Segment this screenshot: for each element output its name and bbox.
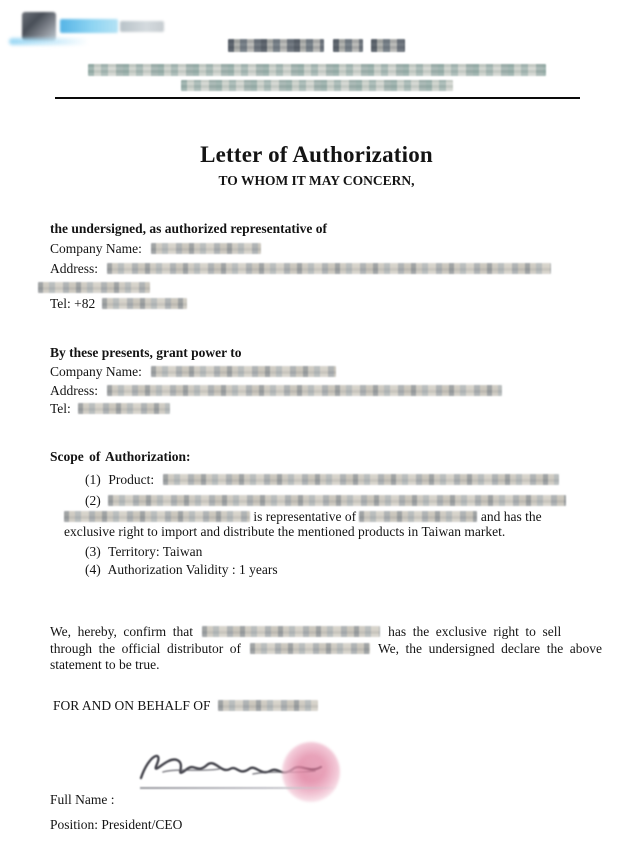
grantor-company-redacted	[151, 243, 261, 254]
grantor-address-line1	[50, 261, 551, 278]
logo-emblem-icon	[22, 12, 56, 41]
scope-item-4-marker: (4)	[85, 562, 101, 577]
scope-item-2-redacted-3	[359, 511, 477, 522]
salutation: TO WHOM IT MAY CONCERN,	[218, 173, 415, 188]
grantor-address-redacted-2	[38, 282, 150, 293]
confirmation-line1	[50, 624, 561, 641]
letterhead-company-name-redacted	[0, 39, 633, 56]
scope-item-3-text: Territory: Taiwan	[108, 544, 203, 559]
signature-underline	[140, 787, 338, 789]
confirmation-line3: statement to be true.	[50, 657, 160, 672]
confirmation-line1-post: has the exclusive right to sell	[388, 624, 562, 639]
logo-wordmark-redacted	[60, 19, 118, 33]
grantee-address-line	[50, 383, 502, 400]
scope-item-2-redacted-2	[64, 511, 250, 522]
grantor-intro: the undersigned, as authorized representative of	[50, 221, 327, 236]
grantor-address-redacted-1	[107, 263, 551, 274]
grantee-tel-label: Tel:	[50, 401, 71, 416]
scope-heading: Scope of Authorization:	[50, 449, 191, 464]
position-line: Position: President/CEO	[50, 817, 183, 832]
grantee-tel-redacted	[78, 403, 170, 414]
grantee-intro: By these presents, grant power to	[50, 345, 242, 360]
scope-item-3-marker: (3)	[85, 544, 101, 559]
confirmation-line1-pre: We, hereby, confirm that	[50, 624, 193, 639]
letterhead-divider	[55, 97, 580, 99]
grantee-company-label: Company Name:	[50, 364, 142, 379]
full-name-label: Full Name :	[50, 792, 115, 807]
grantor-company-line	[50, 241, 261, 258]
scope-item-2-line1	[85, 493, 566, 510]
scope-item-4	[85, 562, 278, 579]
grantee-tel-line	[50, 401, 170, 418]
confirmation-line2-post: We, the undersigned declare the above	[377, 641, 603, 656]
scope-item-2-redacted-1	[108, 495, 566, 506]
scope-item-4-text: Authorization Validity : 1 years	[107, 562, 278, 577]
scope-item-2-mid-text: is representative of	[253, 509, 357, 524]
scope-item-2-tail-text: and has the	[480, 509, 542, 524]
confirmation-redacted-2	[250, 643, 370, 654]
grantor-tel-line	[50, 296, 187, 313]
behalf-line	[53, 698, 318, 715]
grantee-company-line	[50, 364, 336, 381]
scope-item-1-redacted	[163, 474, 559, 485]
scope-item-2-line3: exclusive right to import and distribute the mentioned products in Taiwan market.	[64, 524, 506, 539]
company-stamp-redacted	[282, 742, 340, 802]
grantee-address-label: Address:	[50, 383, 98, 398]
grantor-company-label: Company Name:	[50, 241, 142, 256]
grantee-address-redacted	[107, 385, 502, 396]
grantee-company-redacted	[151, 366, 336, 377]
letterhead-address-line2-redacted	[0, 78, 633, 95]
scope-item-1-label: Product:	[108, 472, 155, 487]
scope-item-3	[85, 544, 202, 561]
behalf-company-redacted	[218, 700, 318, 711]
grantor-tel-redacted	[102, 298, 187, 309]
confirmation-redacted-1	[202, 626, 380, 637]
confirmation-line2-pre: through the official distributor of	[50, 641, 242, 656]
grantor-tel-label: Tel: +82	[50, 296, 96, 311]
logo-wordmark-secondary-redacted	[120, 21, 164, 32]
document-title: Letter of Authorization	[200, 142, 433, 167]
grantor-address-line2	[38, 280, 150, 297]
grantor-address-label: Address:	[50, 261, 98, 276]
scope-item-1	[85, 472, 559, 489]
scope-item-2-marker: (2)	[85, 493, 101, 508]
scope-item-1-marker: (1)	[85, 472, 101, 487]
confirmation-line2	[50, 641, 602, 658]
behalf-text: FOR AND ON BEHALF OF	[53, 698, 211, 713]
